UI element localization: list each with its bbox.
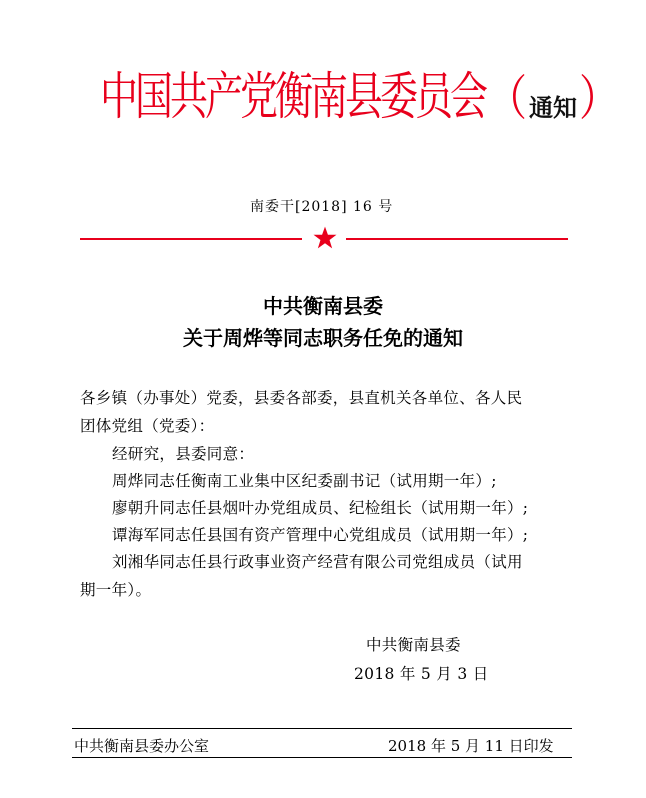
document-type: 通知	[529, 94, 578, 122]
footer-top-rule	[72, 728, 572, 729]
notice-title-line1: 中共衡南县委	[263, 294, 383, 318]
signature-date: 2018 年 5 月 3 日	[354, 665, 489, 683]
header-open-paren: （	[487, 71, 528, 127]
appointment-item-2: 廖朝升同志任县烟叶办党组成员、纪检组长（试用期一年）;	[112, 499, 529, 517]
red-divider-left	[80, 238, 302, 240]
footer-bottom-rule	[72, 757, 572, 758]
footer-issuing-office: 中共衡南县委办公室	[74, 737, 210, 755]
red-star-icon	[312, 225, 338, 251]
recipients-line1: 各乡镇（办事处）党委，县委各部委，县直机关各单位、各人民	[80, 389, 523, 407]
appointment-item-4: 刘湘华同志任县行政事业资产经营有限公司党组成员（试用	[112, 553, 523, 571]
issuing-organization: 中国共产党衡南县委员会	[100, 66, 486, 127]
appointment-item-1: 周烨同志任衡南工业集中区纪委副书记（试用期一年）;	[112, 472, 497, 490]
document-number: 南委干[2018] 16 号	[250, 199, 394, 215]
header-close-paren: ）	[579, 71, 620, 127]
signature-organization: 中共衡南县委	[366, 636, 461, 654]
footer-print-date: 2018 年 5 月 11 日印发	[388, 737, 554, 755]
appointment-item-4-continued: 期一年）。	[80, 581, 152, 599]
document-header	[100, 66, 621, 129]
red-divider-right	[346, 238, 568, 240]
intro-paragraph: 经研究，县委同意：	[112, 445, 255, 463]
appointment-item-3: 谭海军同志任县国有资产管理中心党组成员（试用期一年）;	[112, 526, 529, 544]
recipients-line2: 团体党组（党委）：	[80, 417, 215, 435]
notice-title-line2: 关于周烨等同志职务任免的通知	[183, 326, 463, 350]
